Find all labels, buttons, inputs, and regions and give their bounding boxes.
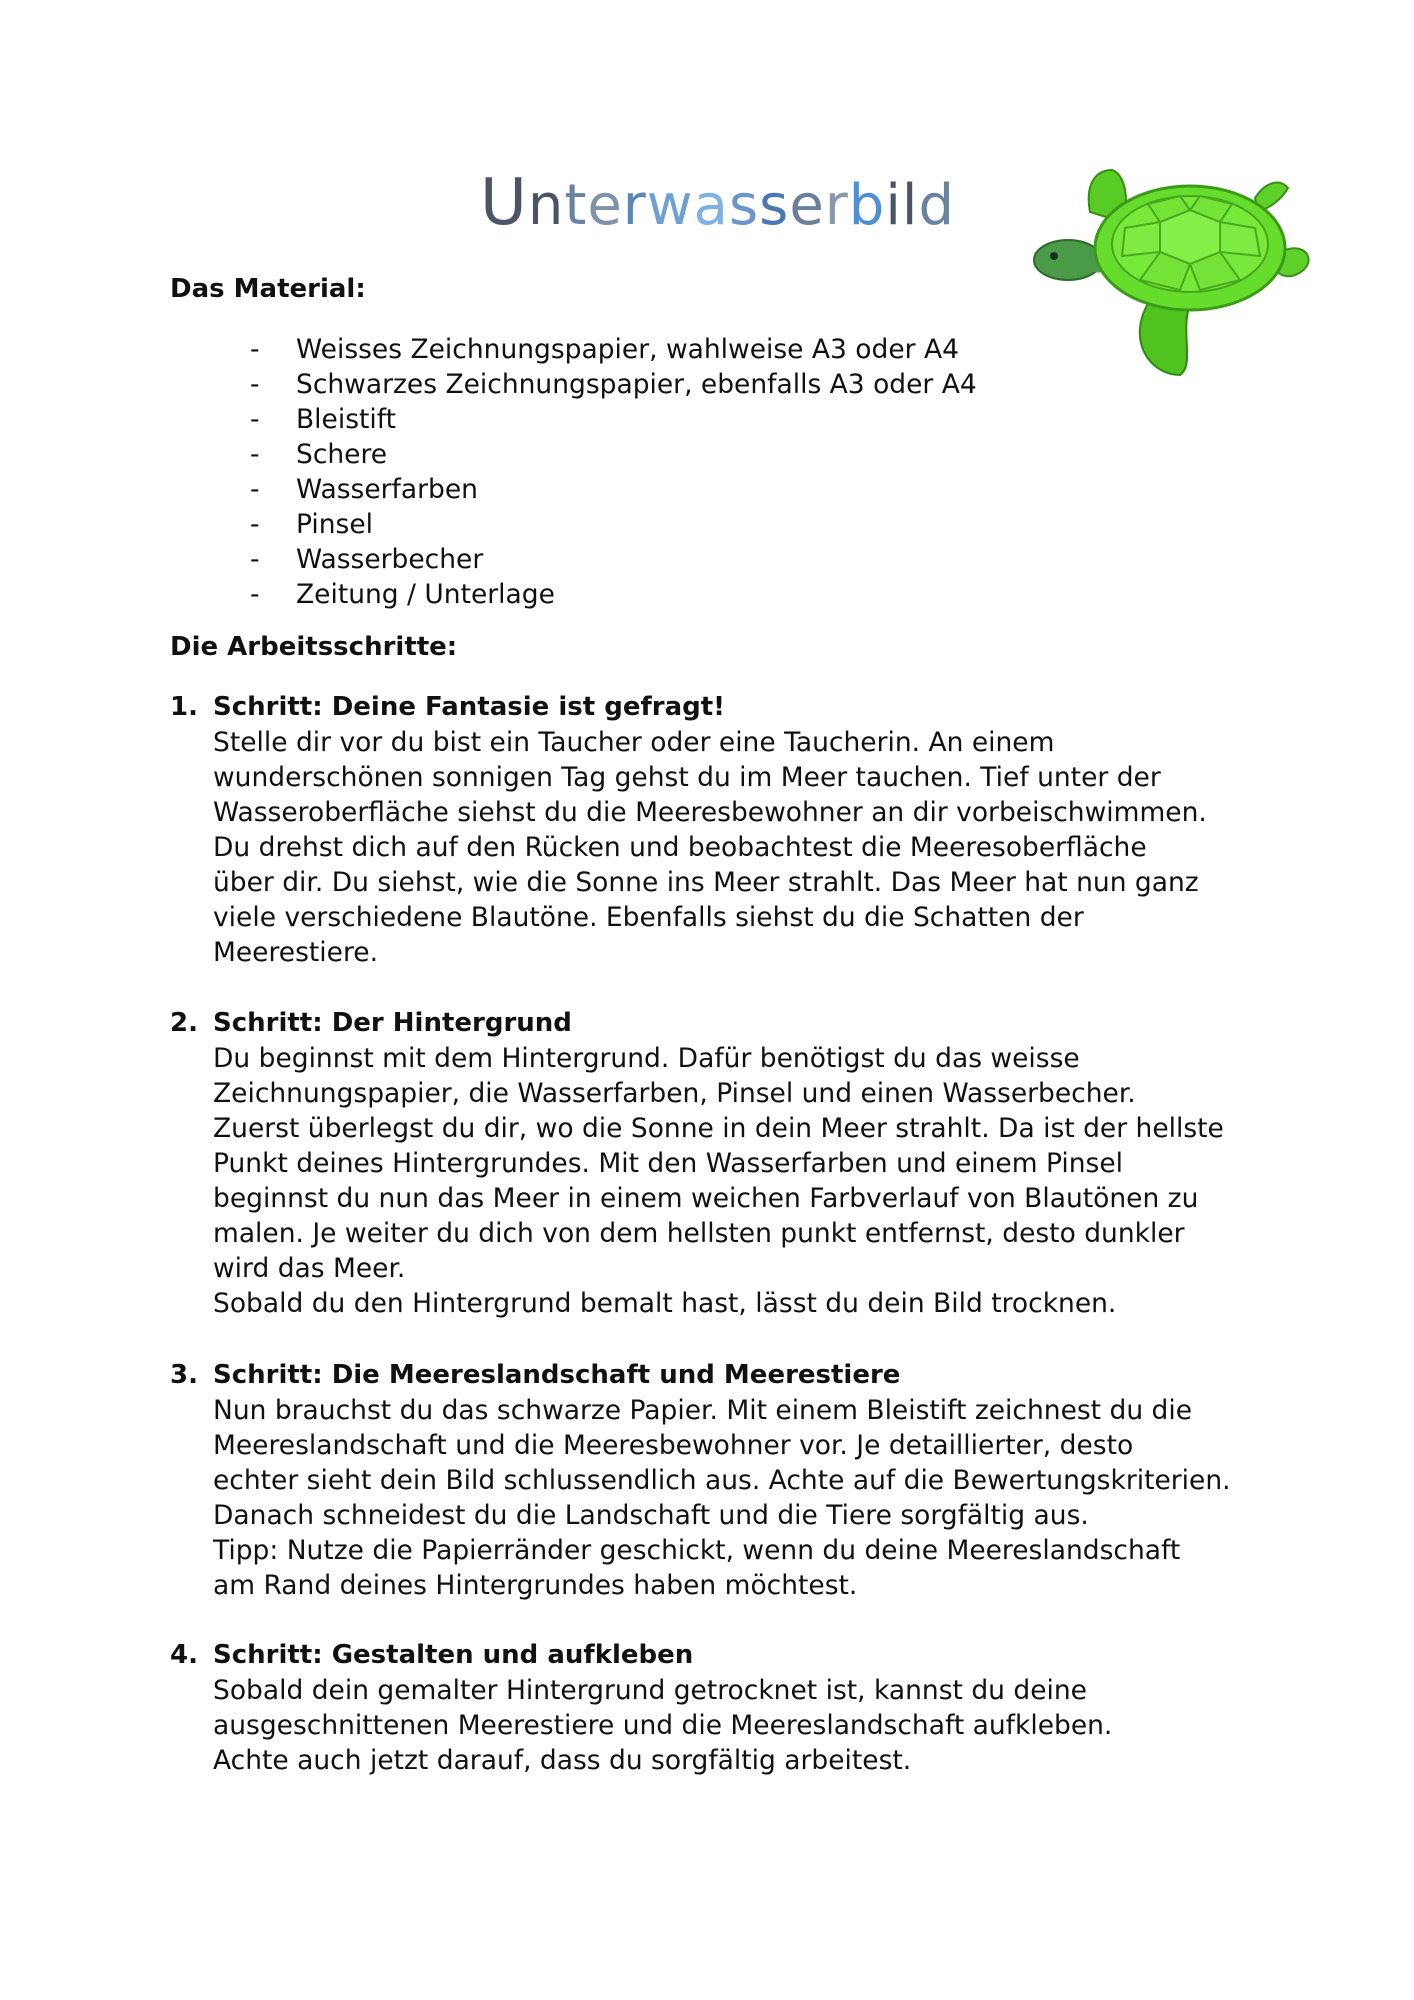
title-letter: r <box>622 173 647 238</box>
title-letter: e <box>789 173 825 238</box>
list-dash: - <box>250 334 260 365</box>
step-text-line: echter sieht dein Bild schlussendlich aus. Achte auf die Bewertungskriterien. <box>213 1465 1231 1496</box>
title-letter: U <box>480 166 528 240</box>
material-item <box>250 472 1070 507</box>
step-text-line: wunderschönen sonnigen Tag gehst du im Meer tauchen. Tief unter der <box>213 762 1161 793</box>
step-text-line: Tipp: Nutze die Papierränder geschickt, wenn du deine Meereslandschaft <box>213 1535 1181 1566</box>
step-text-line: Nun brauchst du das schwarze Papier. Mit einem Bleistift zeichnest du die <box>213 1395 1193 1426</box>
step-text-line: Du beginnst mit dem Hintergrund. Dafür benötigst du das weisse <box>213 1043 1080 1074</box>
step-text-line: ausgeschnittenen Meerestiere und die Meereslandschaft aufkleben. <box>213 1710 1113 1741</box>
material-item-text: Wasserfarben <box>296 474 478 505</box>
material-item <box>250 402 1070 437</box>
material-item-text: Wasserbecher <box>296 544 484 575</box>
title-letter: t <box>564 173 588 238</box>
title-letter: i <box>885 173 902 238</box>
step-title: Schritt: Gestalten und aufkleben <box>213 1640 694 1670</box>
step-text-line: wird das Meer. <box>213 1253 406 1284</box>
material-item <box>250 437 1070 472</box>
step-text-line: Punkt deines Hintergrundes. Mit den Wasserfarben und einem Pinsel <box>213 1148 1123 1179</box>
step-text-line: Meereslandschaft und die Meeresbewohner vor. Je detaillierter, desto <box>213 1430 1134 1461</box>
step-text-line: Danach schneidest du die Landschaft und die Tiere sorgfältig aus. <box>213 1500 1089 1531</box>
step-text-line: Zeichnungspapier, die Wasserfarben, Pinsel und einen Wasserbecher. <box>213 1078 1136 1109</box>
step-text-line: Sobald du den Hintergrund bemalt hast, lässt du dein Bild trocknen. <box>213 1288 1117 1319</box>
step-text-line: über dir. Du siehst, wie die Sonne ins Meer strahlt. Das Meer hat nun ganz <box>213 867 1199 898</box>
material-item <box>250 507 1070 542</box>
step-number: 1. <box>170 692 198 722</box>
material-item-text: Schere <box>296 439 388 470</box>
material-item-text: Bleistift <box>296 404 397 435</box>
step-text-line: Du drehst dich auf den Rücken und beobachtest die Meeresoberfläche <box>213 832 1147 863</box>
step-number: 2. <box>170 1008 198 1038</box>
material-item-text: Schwarzes Zeichnungspapier, ebenfalls A3 oder A4 <box>296 369 977 400</box>
step-text-line: Stelle dir vor du bist ein Taucher oder eine Taucherin. An einem <box>213 727 1055 758</box>
material-list <box>250 332 1070 612</box>
list-dash: - <box>250 544 260 575</box>
step-number: 4. <box>170 1640 198 1670</box>
step-text-line: Zuerst überlegst du dir, wo die Sonne in dein Meer strahlt. Da ist der hellste <box>213 1113 1224 1144</box>
list-dash: - <box>250 474 260 505</box>
title-letter: l <box>901 173 919 238</box>
step-4 <box>170 1638 1280 1778</box>
steps-heading: Die Arbeitsschritte: <box>170 632 458 662</box>
step-text-line: beginnst du nun das Meer in einem weichen Farbverlauf von Blautönen zu <box>213 1183 1199 1214</box>
step-text-line: am Rand deines Hintergrundes haben möchtest. <box>213 1570 858 1601</box>
step-text-line: Achte auch jetzt darauf, dass du sorgfältig arbeitest. <box>213 1745 912 1776</box>
list-dash: - <box>250 439 260 470</box>
list-dash: - <box>250 369 260 400</box>
step-text-line: malen. Je weiter du dich von dem hellsten punkt entfernst, desto dunkler <box>213 1218 1185 1249</box>
title-letter: s <box>728 173 760 238</box>
title-letter: w <box>646 173 694 238</box>
step-text-line: Wasseroberfläche siehst du die Meeresbewohner an dir vorbeischwimmen. <box>213 797 1207 828</box>
title-letter: s <box>759 173 790 238</box>
sea-turtle-icon <box>1030 160 1320 380</box>
title-letter: n <box>527 173 565 238</box>
material-item <box>250 542 1070 577</box>
title-letter: a <box>693 173 729 238</box>
step-number: 3. <box>170 1360 198 1390</box>
list-dash: - <box>250 579 260 610</box>
material-item-text: Pinsel <box>296 509 374 540</box>
step-1 <box>170 690 1280 970</box>
title-letter: d <box>918 173 956 238</box>
step-title: Schritt: Der Hintergrund <box>213 1008 572 1038</box>
step-2 <box>170 1006 1280 1321</box>
step-title: Schritt: Die Meereslandschaft und Meerestiere <box>213 1360 901 1390</box>
title-letter: r <box>824 173 849 238</box>
material-item <box>250 367 1070 402</box>
step-text-line: Meerestiere. <box>213 937 378 968</box>
material-item <box>250 577 1070 612</box>
step-3 <box>170 1358 1280 1603</box>
title-letter: b <box>848 173 886 238</box>
material-heading: Das Material: <box>170 274 366 304</box>
document-title <box>480 166 956 241</box>
step-text-line: Sobald dein gemalter Hintergrund getrocknet ist, kannst du deine <box>213 1675 1087 1706</box>
step-title: Schritt: Deine Fantasie ist gefragt! <box>213 692 726 722</box>
material-item-text: Weisses Zeichnungspapier, wahlweise A3 oder A4 <box>296 334 959 365</box>
step-text-line: viele verschiedene Blautöne. Ebenfalls siehst du die Schatten der <box>213 902 1084 933</box>
list-dash: - <box>250 404 260 435</box>
title-letter: e <box>587 173 623 238</box>
material-item-text: Zeitung / Unterlage <box>296 579 555 610</box>
material-item <box>250 332 1070 367</box>
list-dash: - <box>250 509 260 540</box>
